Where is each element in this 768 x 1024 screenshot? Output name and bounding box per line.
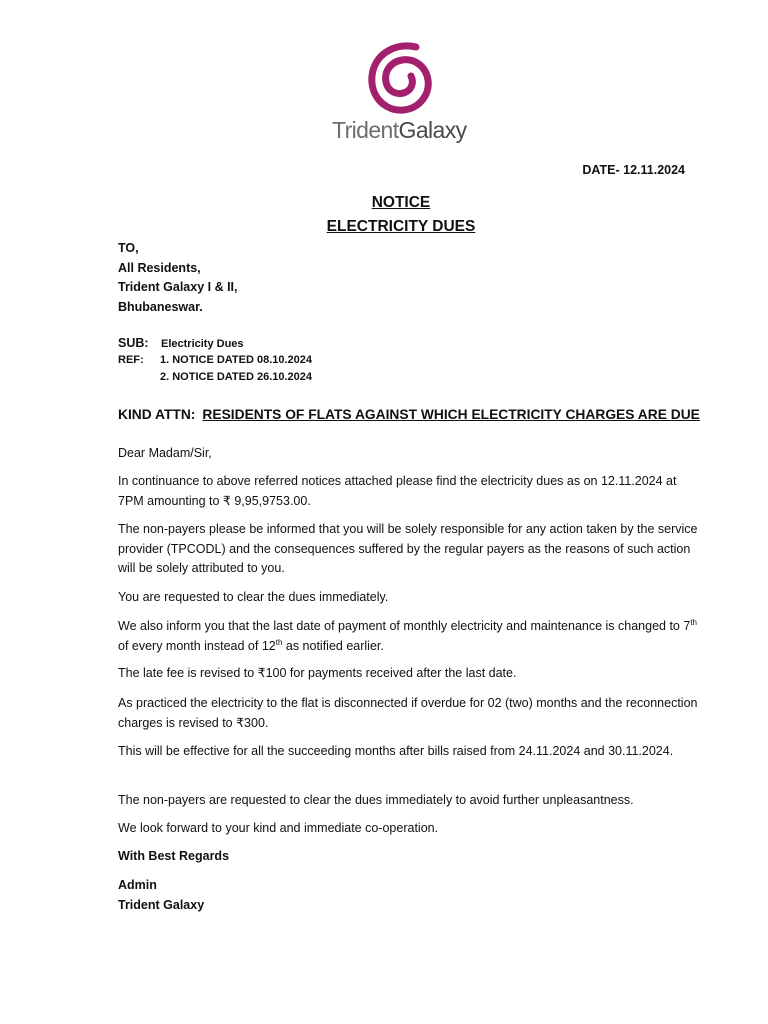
address-block xyxy=(118,239,237,317)
logo-wordmark xyxy=(332,116,467,144)
subject-value: Electricity Dues xyxy=(161,338,244,350)
paragraph-late-fee: The late fee is revised to ₹100 for payments received after the last date. xyxy=(118,666,517,680)
address-line: TO, xyxy=(118,241,139,255)
reference-label: REF: xyxy=(118,354,144,366)
reference-block xyxy=(118,354,313,383)
attention-label: KIND ATTN: xyxy=(118,407,196,422)
paragraph-cooperation: We look forward to your kind and immediate co-operation. xyxy=(118,821,439,835)
paragraph-avoid: The non-payers are requested to clear the dues immediately to avoid further unpleasantness. xyxy=(118,793,634,807)
paragraph-responsibility: The non-payers please be informed that you will be solely responsible for any action taken by the service provider (TPCODL) and the consequences suffered by the regular payers as the reasons of such action will be solely attributed to you. xyxy=(118,522,698,575)
reference-item: 2. NOTICE DATED 26.10.2024 xyxy=(160,371,313,383)
notice-title: NOTICE xyxy=(371,194,431,211)
address-line: Bhubaneswar. xyxy=(118,299,203,314)
paragraph-payment-date xyxy=(118,617,698,656)
salutation: Dear Madam/Sir, xyxy=(118,446,212,460)
notice-subtitle: ELECTRICITY DUES xyxy=(326,218,476,235)
paragraph-disconnection: As practiced the electricity to the flat is disconnected if overdue for 02 (two) months and the reconnection charges is revised to ₹300. xyxy=(118,696,698,730)
paragraph-dues: In continuance to above referred notices attached please find the electricity dues as on 12.11.2024 at 7PM amounting to ₹ 9,95,9753.00. xyxy=(118,474,677,508)
galaxy-swirl-icon xyxy=(366,42,434,114)
reference-item: 1. NOTICE DATED 08.10.2024 xyxy=(160,354,313,366)
payment-date-text-3: as notified earlier. xyxy=(282,638,384,653)
paragraph-effective: This will be effective for all the succeeding months after bills raised from 24.11.2024 and 30.11.2024. xyxy=(118,744,674,758)
trident-galaxy-logo xyxy=(330,42,476,146)
signature-organization: Trident Galaxy xyxy=(118,898,205,912)
payment-date-text-1: We also inform you that the last date of payment of monthly electricity and maintenance is changed to 7 xyxy=(118,619,691,633)
regards: With Best Regards xyxy=(118,849,230,863)
notice-date: DATE- 12.11.2024 xyxy=(582,163,685,177)
logo-word-trident: Trident xyxy=(332,117,399,143)
paragraph-request: You are requested to clear the dues immediately. xyxy=(118,590,389,604)
attention-text: RESIDENTS OF FLATS AGAINST WHICH ELECTRICITY CHARGES ARE DUE xyxy=(202,407,700,422)
subject-label: SUB: xyxy=(118,336,149,350)
payment-date-text-2: of every month instead of 12 xyxy=(118,638,276,653)
address-line: Trident Galaxy I & II, xyxy=(118,280,238,294)
subject-line xyxy=(118,336,244,350)
address-line: All Residents, xyxy=(118,260,201,275)
superscript-th: th xyxy=(275,637,283,647)
signature-admin: Admin xyxy=(118,878,157,892)
superscript-th: th xyxy=(690,617,697,627)
attention-line xyxy=(118,407,700,422)
logo-word-galaxy: Galaxy xyxy=(398,117,467,143)
